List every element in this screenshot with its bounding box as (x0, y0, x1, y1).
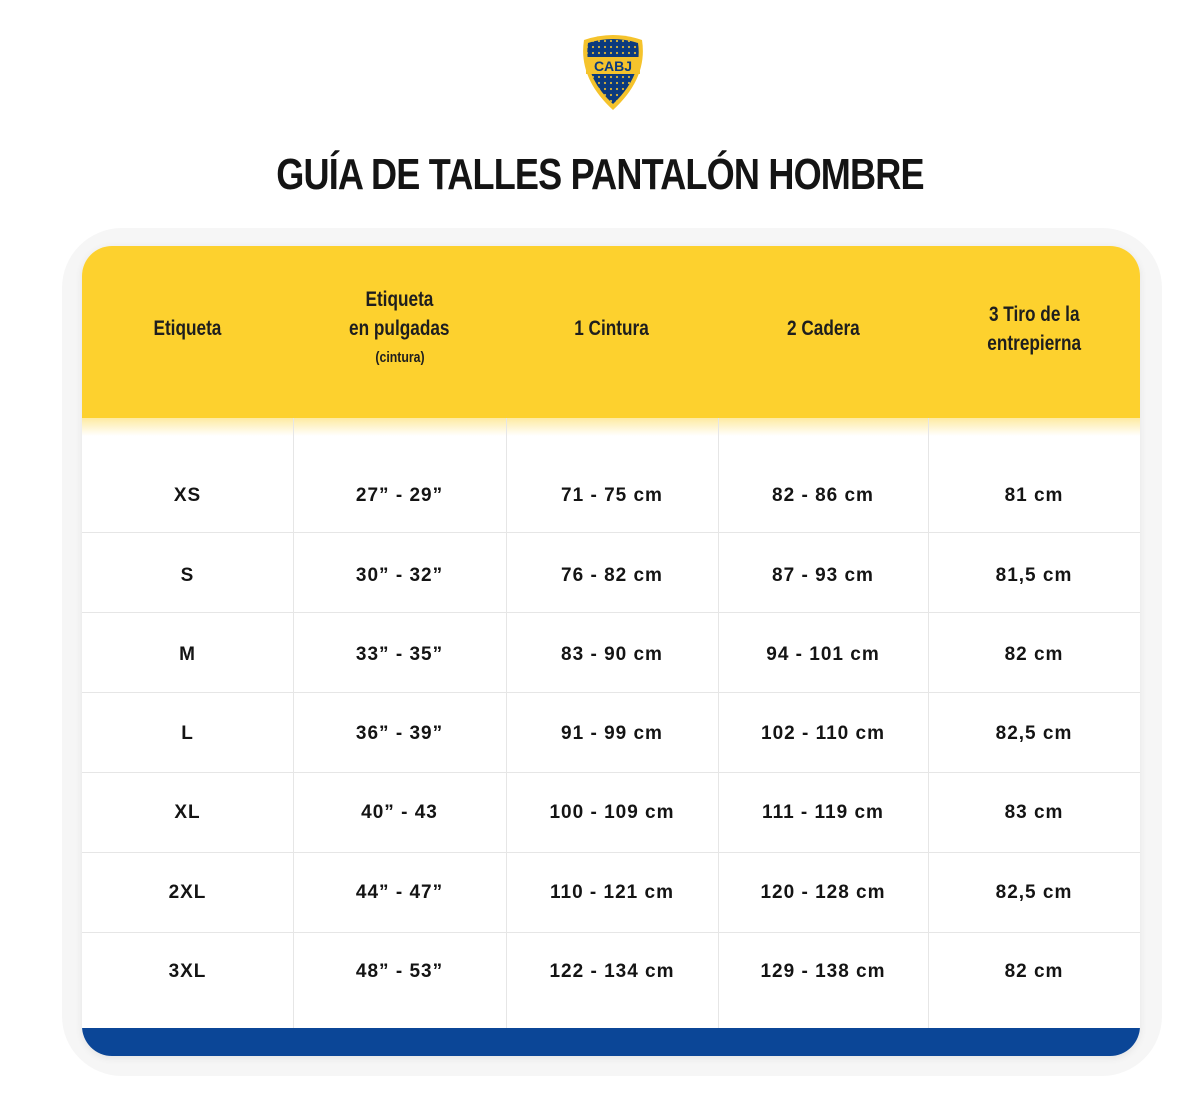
cabj-crest-logo (578, 32, 648, 112)
cell-cintura: 110 - 121 cm (550, 882, 674, 903)
row-divider (82, 852, 1140, 853)
cell-cadera: 120 - 128 cm (760, 882, 886, 903)
cell-tiro: 82 cm (1004, 644, 1064, 665)
header-etiqueta-label: Etiqueta (153, 317, 222, 340)
cell-size: XS (173, 485, 202, 506)
cell-tiro: 82,5 cm (995, 723, 1073, 744)
size-chart-table (82, 246, 1140, 1056)
cell-tiro: 81,5 cm (995, 565, 1073, 586)
cell-size: XL (174, 802, 201, 823)
header-tiro (928, 246, 1140, 411)
cell-inches: 40” - 43 (361, 802, 438, 823)
cell-size: L (181, 723, 194, 744)
row-divider (82, 692, 1140, 693)
crest-text: CABJ (593, 58, 633, 74)
header-etiqueta-pulgadas (293, 246, 506, 411)
header-etiqueta-pulgadas-line1: Etiqueta (365, 287, 434, 311)
header-tiro-line2: entrepierna (987, 331, 1081, 355)
header-cadera (718, 246, 928, 411)
header-etiqueta-pulgadas-sub: (cintura) (374, 348, 425, 366)
header-cintura (506, 246, 718, 411)
header-cadera-label: 2 Cadera (786, 317, 860, 340)
header-tiro-line1: 3 Tiro de la (988, 302, 1080, 326)
row-divider (82, 612, 1140, 613)
cell-tiro: 81 cm (1004, 485, 1064, 506)
cell-cintura: 76 - 82 cm (561, 565, 663, 586)
cell-inches: 30” - 32” (355, 565, 444, 586)
cell-inches: 44” - 47” (355, 882, 444, 903)
cell-cintura: 122 - 134 cm (549, 961, 675, 982)
cell-cadera: 102 - 110 cm (761, 723, 885, 744)
cell-tiro: 82,5 cm (995, 882, 1073, 903)
cell-size: 2XL (168, 882, 207, 903)
cell-tiro: 83 cm (1004, 802, 1064, 823)
header-etiqueta-pulgadas-line2: en pulgadas (349, 316, 450, 340)
header-cintura-label: 1 Cintura (574, 317, 650, 340)
cell-cadera: 94 - 101 cm (766, 644, 880, 665)
cell-inches: 36” - 39” (355, 723, 444, 744)
cell-cadera: 129 - 138 cm (760, 961, 886, 982)
cell-inches: 48” - 53” (355, 961, 444, 982)
cell-cintura: 100 - 109 cm (549, 802, 675, 823)
page-title: GUÍA DE TALLES PANTALÓN HOMBRE (276, 150, 924, 199)
cell-inches: 27” - 29” (355, 485, 444, 506)
header-etiqueta (82, 246, 293, 411)
cell-size: 3XL (168, 961, 207, 982)
row-divider (82, 772, 1140, 773)
cell-size: S (180, 565, 195, 586)
table-footer-bar (82, 1028, 1140, 1056)
cell-tiro: 82 cm (1004, 961, 1064, 982)
cell-cadera: 111 - 119 cm (762, 802, 884, 823)
cell-size: M (179, 644, 196, 665)
row-divider (82, 532, 1140, 533)
cell-cintura: 83 - 90 cm (561, 644, 663, 665)
cell-cintura: 71 - 75 cm (561, 485, 663, 506)
cell-inches: 33” - 35” (355, 644, 444, 665)
cell-cadera: 87 - 93 cm (772, 565, 874, 586)
cell-cintura: 91 - 99 cm (561, 723, 663, 744)
cell-cadera: 82 - 86 cm (772, 485, 874, 506)
row-divider (82, 932, 1140, 933)
